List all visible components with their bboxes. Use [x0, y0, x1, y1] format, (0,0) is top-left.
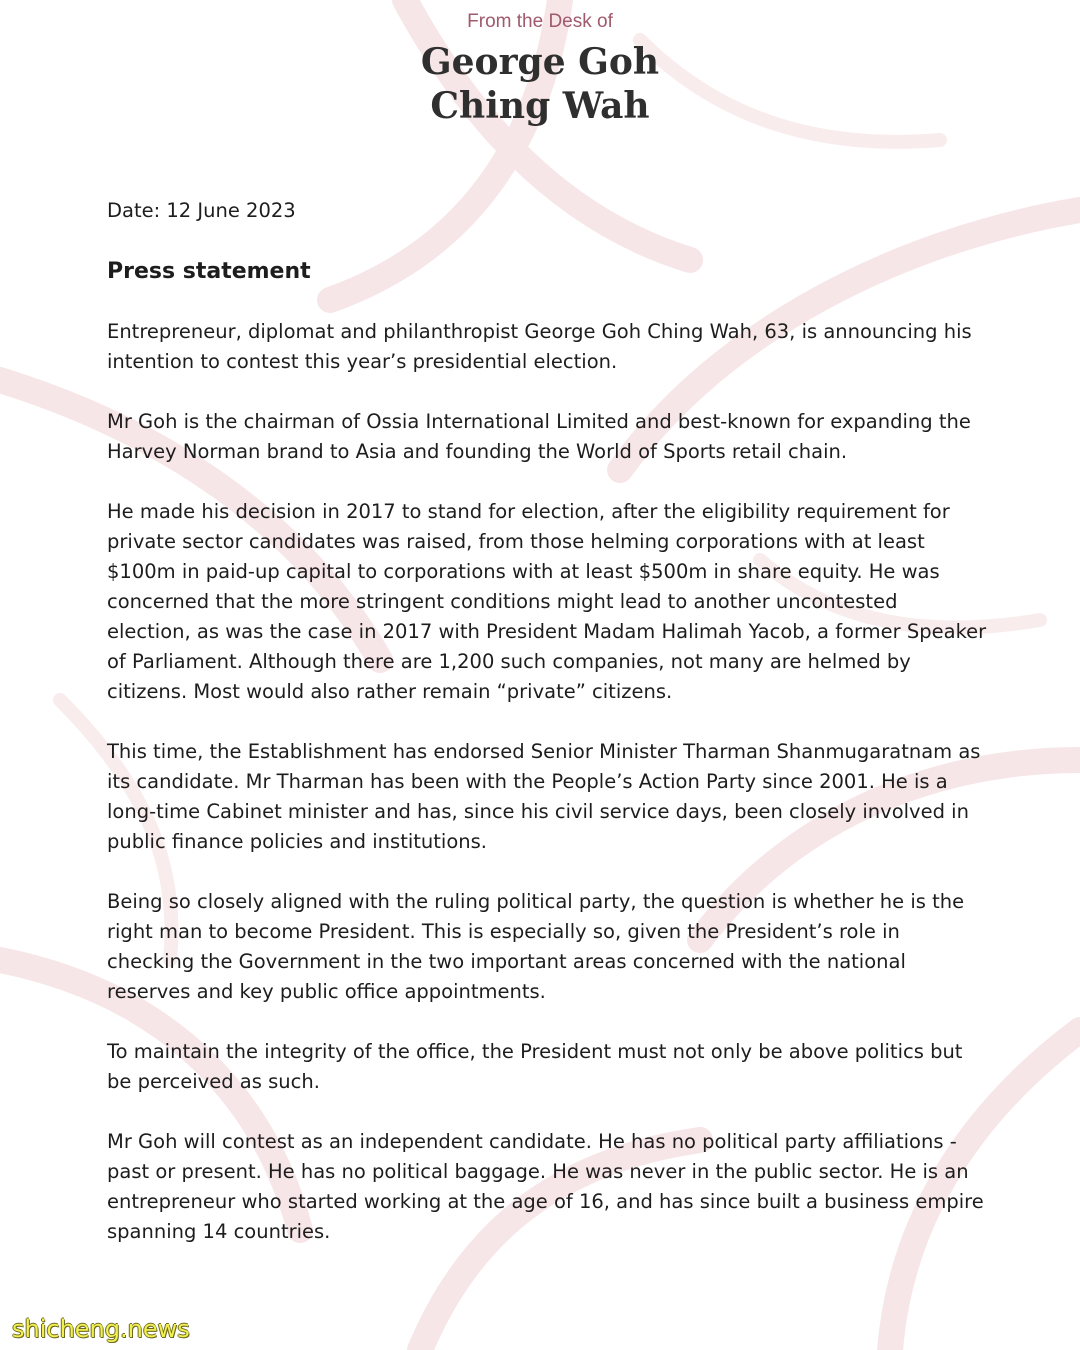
sender-name-line-1: George Goh — [420, 41, 660, 83]
from-desk-label: From the Desk of — [467, 11, 613, 32]
site-watermark: shicheng.news — [12, 1315, 190, 1343]
paragraph-1: Entrepreneur, diplomat and philanthropist George Goh Ching Wah, 63, is announcing his intention to contest this year’s presidential election. — [107, 320, 972, 373]
statement-date: Date: 12 June 2023 — [107, 199, 296, 222]
paragraph-3: He made his decision in 2017 to stand for election, after the eligibility requirement for private sector candidates was raised, from those helming corporations with at least $100m in paid-up capital to corporations with at least $500m in share equity. He was concerned that the more stringent conditions might lead to another uncontested election, as was the case in 2017 with President Madam Halimah Yacob, a former Speaker of Parliament. Although there are 1,200 such companies, not many are helmed by citizens. Most would also rather remain “private” citizens. — [107, 500, 987, 703]
statement-heading: Press statement — [107, 259, 311, 284]
paragraph-5: Being so closely aligned with the ruling political party, the question is whether he is the right man to become President. This is especially so, given the President’s role in checking the Government in the two important areas concerned with the national reserves and key public office appointments. — [107, 890, 965, 1003]
letterhead — [0, 8, 1080, 128]
paragraph-7: Mr Goh will contest as an independent candidate. He has no political party affiliations - past or present. He has no political baggage. He was never in the public sector. He is an entrepreneur who started working at the age of 16, and has since built a business empire spanning 14 countries. — [107, 1130, 984, 1243]
paragraph-4: This time, the Establishment has endorsed Senior Minister Tharman Shanmugaratnam as its candidate. Mr Tharman has been with the People’s Action Party since 2001. He is a long-time Cabinet minister and has, since his civil service days, been closely involved in public finance policies and institutions. — [107, 740, 981, 853]
paragraph-2: Mr Goh is the chairman of Ossia International Limited and best-known for expanding the Harvey Norman brand to Asia and founding the World of Sports retail chain. — [107, 410, 971, 463]
sender-name-line-2: Ching Wah — [430, 85, 650, 127]
letter-body — [107, 196, 987, 1247]
paragraph-6: To maintain the integrity of the office, the President must not only be above politics but be perceived as such. — [107, 1040, 963, 1093]
sender-name — [0, 40, 1080, 128]
